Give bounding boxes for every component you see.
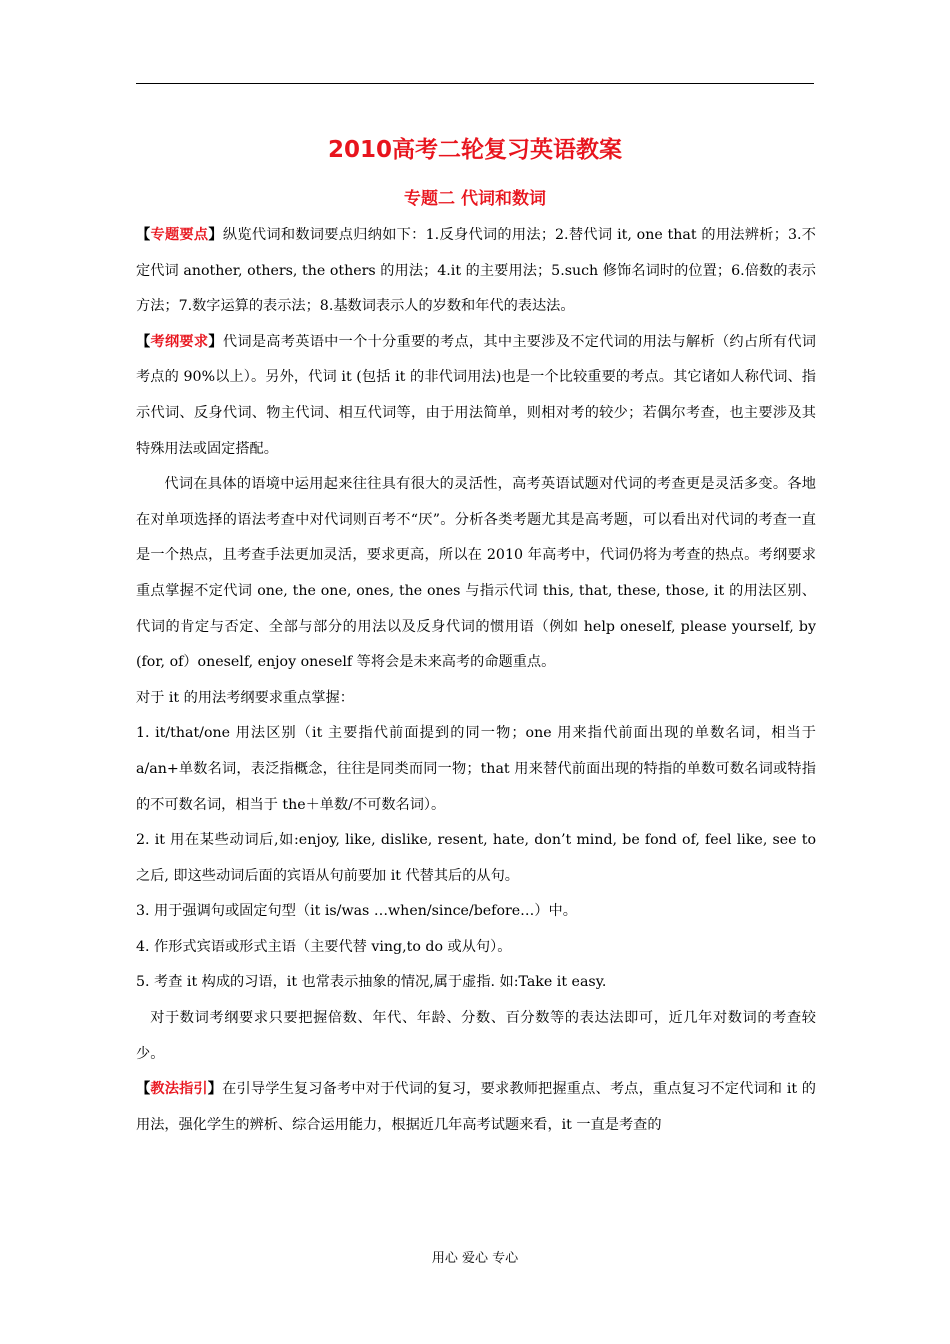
- header-rule: [136, 83, 814, 84]
- section-key-points: [136, 218, 816, 325]
- bracket-open: 【: [136, 333, 151, 350]
- document-title: 2010高考二轮复习英语教案: [327, 137, 622, 163]
- list-item: 4. 作形式宾语或形式主语（主要代替 ving,to do 或从句）。: [136, 938, 512, 955]
- bracket-open: 【: [136, 227, 151, 243]
- section-label: 教法指引: [150, 1081, 208, 1098]
- bracket-open: 【: [136, 1081, 151, 1098]
- page-footer: 用心 爱心 专心: [431, 1251, 519, 1266]
- document-subtitle: 专题二 代词和数词: [404, 189, 546, 209]
- list-item: 3. 用于强调句或固定句型（it is/was …when/since/before…）中。: [136, 903, 577, 920]
- section-text: 纵览代词和数词要点归纳如下：1.反身代词的用法；2.替代词 it, one that 的用法辨析；3.不定代词 another, others, the others 的用法；4.it 的主要用法；5.such 修饰名词时的位置；6.倍数的表示方法；7.数字运算的表示法；8.基数词表示人的岁数和年代的表达法。: [136, 227, 816, 315]
- section-label: 考纲要求: [150, 333, 209, 350]
- section-teaching: [136, 1072, 816, 1143]
- section-text: 在引导学生复习备考中对于代词的复习，要求教师把握重点、考点，重点复习不定代词和 it 的用法，强化学生的辨析、综合运用能力，根据近几年高考试题来看，it 一直是考查的: [136, 1081, 816, 1133]
- paragraph-numeral: 对于数词考纲要求只要把握倍数、年代、年龄、分数、百分数等的表达法即可，近几年对数词的考查较少。: [136, 1010, 816, 1062]
- section-text: 代词是高考英语中一个十分重要的考点，其中主要涉及不定代词的用法与解析（约占所有代词考点的 90%以上）。另外，代词 it (包括 it 的非代词用法)也是一个比较重要的考点。其它诸如人称代词、指示代词、反身代词、物主代词、相互代词等，由于用法简单，则相对考的较少；若偶尔考查，也主要涉及其特殊用法或固定搭配。: [136, 333, 816, 457]
- paragraph-pronoun: 代词在具体的语境中运用起来往往具有很大的灵活性，高考英语试题对代词的考查更是灵活多变。各地在对单项选择的语法考查中对代词则百考不“厌”。分析各类考题尤其是高考题，可以看出对代词的考查一直是一个热点，且考查手法更加灵活，要求更高，所以在 2010 年高考中，代词仍将为考查的热点。考纲要求重点掌握不定代词 one, the one, ones, the ones 与指示代词 this, that, these, those, it 的用法区别、代词的肯定与否定、全部与部分的用法以及反身代词的惯用语（例如 help oneself, please yourself, by (for, of）oneself, enjoy oneself 等将会是未来高考的命题重点。: [136, 476, 816, 671]
- bracket-close: 】: [208, 333, 223, 350]
- list-item: 1. it/that/one 用法区别（it 主要指代前面提到的同一物；one 用来指代前面出现的单数名词，相当于 a/an+单数名词，表泛指概念，往往是同类而同一物；that 用来替代前面出现的特指的单数可数名词或特指的不可数名词，相当于 the＋单数/不可数名词）。: [136, 725, 816, 813]
- it-usage-intro: 对于 it 的用法考纲要求重点掌握：: [136, 689, 354, 706]
- list-item: 2. it 用在某些动词后,如:enjoy, like, dislike, resent, hate, don’t mind, be fond of, feel like, see to 之后, 即这些动词后面的宾语从句前要加 it 代替其后的从句。: [136, 832, 816, 884]
- section-label: 专题要点: [150, 227, 209, 243]
- bracket-close: 】: [207, 1081, 223, 1098]
- bracket-close: 】: [208, 227, 223, 243]
- list-item: 5. 考查 it 构成的习语，it 也常表示抽象的情况,属于虚指. 如:Take it easy.: [136, 974, 607, 991]
- document-body: [136, 218, 816, 1143]
- section-syllabus: [136, 325, 816, 467]
